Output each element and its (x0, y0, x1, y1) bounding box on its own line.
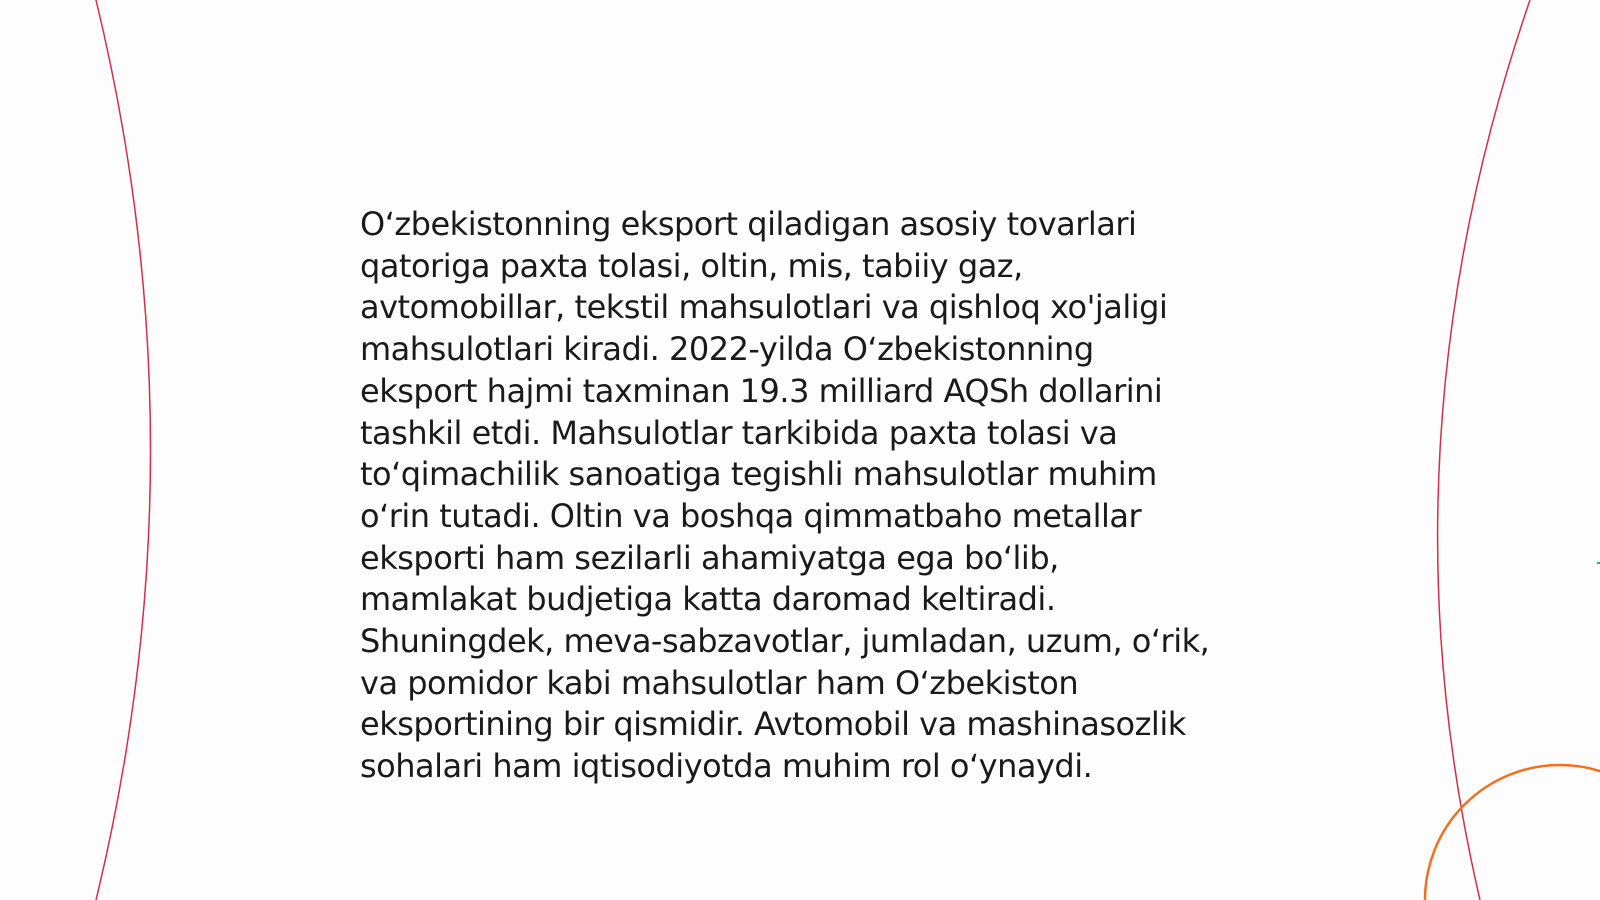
left-red-arc (96, 0, 151, 900)
slide-body-text: O‘zbekistonning eksport qiladigan asosiy tovarlari qatoriga paxta tolasi, oltin, mis, tabiiy gaz, avtomobillar, tekstil mahsulotlari va qishloq xo'jaligi mahsulotlari kiradi. 2022-yilda O‘zbekistonning eksport hajmi taxminan 19.3 milliard AQSh dollarini tashkil etdi. Mahsulotlar tarkibida paxta tolasi va to‘qimachilik sanoatiga tegishli mahsulotlar muhim o‘rin tutadi. Oltin va boshqa qimmatbaho metallar eksporti ham sezilarli ahamiyatga ega bo‘lib, mamlakat budjetiga katta daromad keltiradi. Shuningdek, meva-sabzavotlar, jumladan, uzum, o‘rik, va pomidor kabi mahsulotlar ham O‘zbekiston eksportining bir qismidir. Avtomobil va mashinasozlik sohalari ham iqtisodiyotda muhim rol o‘ynaydi. (360, 205, 1210, 786)
right-red-arc (1438, 0, 1530, 900)
orange-circle-arc (1425, 765, 1600, 900)
